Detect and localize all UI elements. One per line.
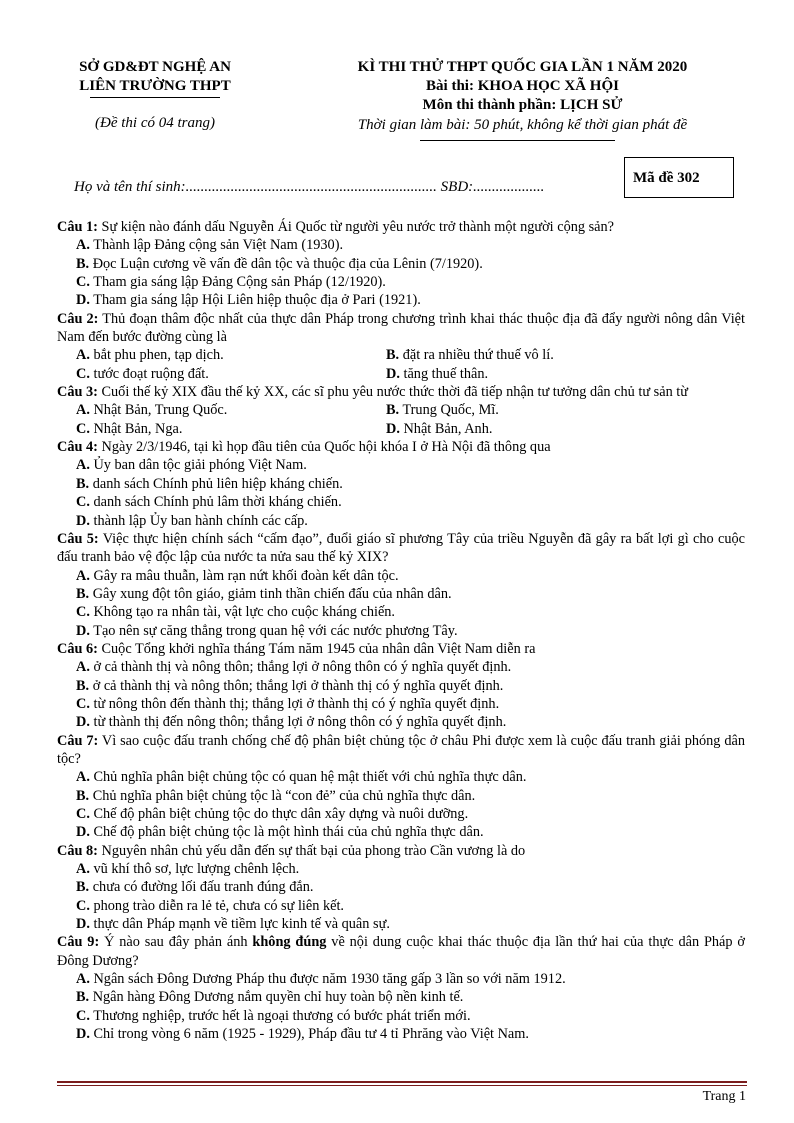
question-text: Thủ đoạn thâm độc nhất của thực dân Pháp trong chương trình khai thác thuộc địa đã đẩy người nông dân Việt Nam đến bước đường cùng là — [57, 310, 745, 346]
exam-time: Thời gian làm bài: 50 phút, không kể thời gian phát đề — [357, 117, 688, 133]
option-c: C. Nhật Bản, Nga. — [76, 420, 183, 437]
option-d: D. tăng thuế thân. — [386, 365, 489, 382]
subject-name: Môn thi thành phần: LỊCH SỬ — [422, 97, 623, 113]
question-text: Việc thực hiện chính sách “cấm đạo”, đuổi giáo sĩ phương Tây của triều Nguyễn đã gây ra bất lợi gì cho cuộc đấu tranh bảo vệ độc lập của nước ta nửa sau thế kỷ XIX? — [57, 530, 745, 566]
question-text: Sự kiện nào đánh dấu Nguyễn Ái Quốc từ người yêu nước trở thành một người cộng sản? — [97, 219, 614, 235]
question-2 — [57, 310, 745, 383]
question-text: Ngày 2/3/1946, tại kì họp đầu tiên của Quốc hội khóa I ở Hà Nội đã thông qua — [97, 439, 551, 456]
option-a: A. Gây ra mâu thuẫn, làm rạn nứt khối đoàn kết dân tộc. — [76, 567, 399, 584]
question-5 — [57, 530, 745, 640]
option-b: B. Ngân hàng Đông Dương nắm quyền chỉ huy toàn bộ nền kinh tế. — [76, 989, 464, 1006]
option-b: B. ở cả thành thị và nông thôn; thắng lợi ở thành thị có ý nghĩa quyết định. — [76, 677, 504, 694]
option-b: B. danh sách Chính phủ liên hiệp kháng chiến. — [76, 475, 343, 492]
question-number: Câu 9: — [57, 934, 100, 951]
question-text: Nguyên nhân chủ yếu dẫn đến sự thất bại của phong trào Cần vương là do — [97, 842, 526, 859]
footer-rule — [57, 1081, 747, 1083]
school-underline — [90, 97, 220, 98]
question-number: Câu 6: — [57, 640, 98, 657]
time-underline — [420, 140, 615, 141]
option-c: C. Chế độ phân biệt chủng tộc do thực dân xây dựng và nuôi dưỡng. — [76, 806, 469, 822]
option-a: A. Ngân sách Đông Dương Pháp thu được năm 1930 tăng gấp 3 lần so với năm 1912. — [76, 971, 566, 988]
option-c: C. tước đoạt ruộng đất. — [76, 365, 209, 382]
subject-group: Bài thi: KHOA HỌC XÃ HỘI — [426, 78, 619, 94]
option-d: D. Chỉ trong vòng 6 năm (1925 - 1929), Pháp đầu tư 4 tỉ Phrăng vào Việt Nam. — [76, 1026, 529, 1043]
question-4 — [57, 438, 745, 530]
question-9 — [57, 933, 745, 1043]
option-c: C. danh sách Chính phủ lâm thời kháng chiến. — [76, 494, 342, 511]
option-a: A. Thành lập Đảng cộng sản Việt Nam (1930). — [76, 237, 344, 254]
option-c: C. Không tạo ra nhân tài, vật lực cho cuộc kháng chiến. — [76, 604, 396, 621]
footer-rule-thin — [57, 1085, 747, 1086]
option-d: D. Tham gia sáng lập Hội Liên hiệp thuộc địa ở Pari (1921). — [76, 292, 421, 309]
exam-code-box: Mã đề 302 — [624, 157, 734, 198]
option-d: D. Chế độ phân biệt chủng tộc là một hình thái của chủ nghĩa thực dân. — [76, 824, 484, 841]
department-name: SỞ GD&ĐT NGHỆ AN — [79, 59, 231, 75]
question-number: Câu 2: — [57, 310, 99, 327]
question-list — [57, 218, 745, 1043]
option-b: B. đặt ra nhiều thứ thuế vô lí. — [386, 347, 554, 364]
question-7 — [57, 732, 745, 842]
option-c: C. Tham gia sáng lập Đảng Cộng sản Pháp (12/1920). — [76, 274, 386, 291]
option-a: A. Ủy ban dân tộc giải phóng Việt Nam. — [76, 457, 307, 474]
question-text: Cuộc Tổng khởi nghĩa tháng Tám năm 1945 của nhân dân Việt Nam diễn ra — [97, 640, 536, 657]
option-a: A. bắt phu phen, tạp dịch. — [76, 347, 224, 364]
header-right — [300, 58, 745, 135]
option-c: C. từ nông thôn đến thành thị; thắng lợi ở thành thị có ý nghĩa quyết định. — [76, 695, 500, 712]
question-text-start: Ý nào sau đây phản ánh — [99, 934, 253, 951]
option-b: B. Đọc Luận cương về vấn đề dân tộc và thuộc địa của Lênin (7/1920). — [76, 255, 483, 272]
header-left — [50, 58, 260, 133]
option-d: D. thực dân Pháp mạnh về tiềm lực kinh tế và quân sự. — [76, 916, 390, 933]
option-d: D. thành lập Ủy ban hành chính các cấp. — [76, 512, 308, 529]
option-a: A. Nhật Bản, Trung Quốc. — [76, 402, 228, 419]
option-c: C. Thương nghiệp, trước hết là ngoại thương có bước phát triển mới. — [76, 1007, 471, 1024]
option-d: D. từ thành thị đến nông thôn; thắng lợi ở nông thôn có ý nghĩa quyết định. — [76, 714, 507, 731]
question-number: Câu 3: — [57, 384, 98, 401]
option-a: A. vũ khí thô sơ, lực lượng chênh lệch. — [76, 861, 300, 878]
option-b: B. Trung Quốc, Mĩ. — [386, 402, 499, 419]
option-b: B. chưa có đường lối đấu tranh đúng đắn. — [76, 879, 314, 896]
question-number: Câu 5: — [57, 530, 99, 547]
page-number: Trang 1 — [702, 1089, 746, 1104]
option-d: D. Tạo nên sự căng thẳng trong quan hệ với các nước phương Tây. — [76, 622, 458, 639]
question-6 — [57, 640, 745, 732]
question-8 — [57, 842, 745, 934]
option-b: B. Gây xung đột tôn giáo, giảm tinh thần chiến đấu của nhân dân. — [76, 585, 452, 602]
option-d: D. Nhật Bản, Anh. — [386, 420, 493, 437]
question-3 — [57, 383, 745, 438]
pages-note: (Đề thi có 04 trang) — [95, 115, 215, 131]
option-c: C. phong trào diễn ra lẻ tẻ, chưa có sự liên kết. — [76, 897, 344, 914]
question-text: Vì sao cuộc đấu tranh chống chế độ phân biệt chủng tộc ở châu Phi được xem là cuộc đấu tranh giải phóng dân tộc? — [57, 732, 745, 767]
question-text-emphasis: không đúng — [252, 934, 327, 951]
question-text: Cuối thế kỷ XIX đầu thế kỷ XX, các sĩ phu yêu nước thức thời đã tiếp nhận tư tưởng dân chủ tư sản từ — [97, 384, 689, 401]
question-number: Câu 1: — [57, 219, 98, 235]
question-text-end: về nội dung cuộc khai thác thuộc địa lần thứ hai của thực dân Pháp ở Đông Dương? — [57, 934, 745, 969]
option-a: A. Chủ nghĩa phân biệt chủng tộc có quan hệ mật thiết với chủ nghĩa thực dân. — [76, 769, 527, 786]
question-number: Câu 4: — [57, 439, 98, 456]
question-1 — [57, 218, 745, 310]
student-info-line: Họ và tên thí sinh:................................................................... SBD:................... — [74, 179, 545, 195]
option-a: A. ở cả thành thị và nông thôn; thắng lợi ở nông thôn có ý nghĩa quyết định. — [76, 659, 512, 676]
question-number: Câu 7: — [57, 732, 99, 749]
option-b: B. Chủ nghĩa phân biệt chủng tộc là “con đẻ” của chủ nghĩa thực dân. — [76, 787, 476, 804]
exam-title: KÌ THI THỬ THPT QUỐC GIA LẦN 1 NĂM 2020 — [357, 59, 688, 75]
question-number: Câu 8: — [57, 842, 98, 859]
school-name: LIÊN TRƯỜNG THPT — [79, 78, 231, 94]
